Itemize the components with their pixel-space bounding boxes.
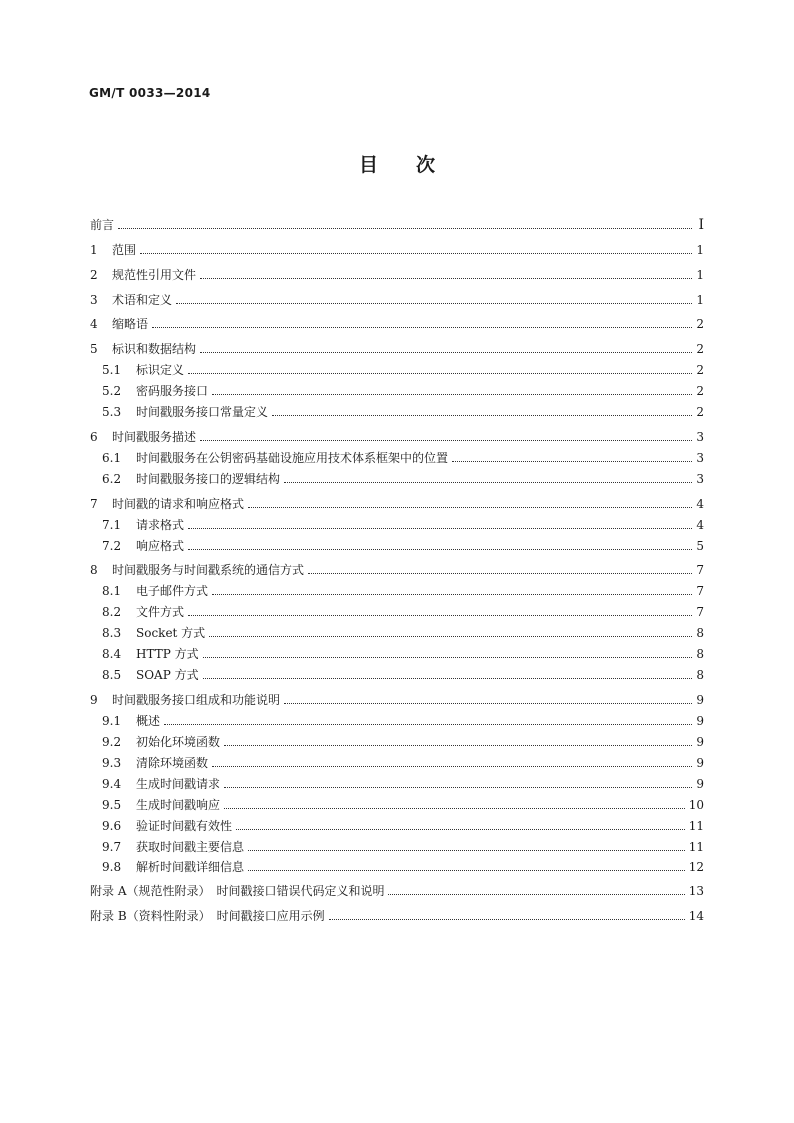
dot-leader [248, 842, 685, 851]
toc-subentry[interactable] [102, 380, 704, 401]
toc-entry-number: 8.5 [102, 668, 122, 682]
toc-entry-title: 时间戳服务接口常量定义 [136, 405, 269, 419]
toc-entry-title: HTTP 方式 [136, 647, 199, 661]
toc-subentry[interactable] [102, 815, 704, 836]
dot-leader [284, 695, 692, 704]
toc-entry-number: 9.7 [102, 840, 122, 854]
toc-entry-number: 9.6 [102, 819, 122, 833]
toc-subentry[interactable] [102, 580, 704, 601]
toc-entry-number: 5.1 [102, 363, 122, 377]
dot-leader [188, 541, 692, 550]
toc-entry-page: 2 [696, 316, 704, 331]
toc-subentry[interactable] [102, 752, 704, 773]
dot-leader [140, 245, 692, 254]
dot-leader [224, 779, 692, 788]
toc-entry-page: 2 [696, 383, 704, 398]
dot-leader [452, 453, 692, 462]
dot-leader [200, 344, 692, 353]
toc-entry-number: 8.4 [102, 647, 122, 661]
dot-leader [188, 607, 692, 616]
toc-entry-page: 2 [696, 362, 704, 377]
toc-entry-page: Ⅰ [698, 216, 704, 233]
toc-entry-page: 7 [696, 583, 704, 598]
toc-subentry[interactable] [102, 601, 704, 622]
toc-subentry[interactable] [102, 447, 704, 468]
toc-subentry[interactable] [102, 643, 704, 664]
toc-entry-title: 时间戳服务在公钥密码基础设施应用技术体系框架中的位置 [136, 451, 449, 465]
toc-entry[interactable] [90, 338, 704, 359]
dot-leader [188, 365, 692, 374]
toc-entry-title: 范围 [112, 243, 137, 257]
toc-entry-number: 7 [90, 497, 98, 511]
toc-entry-number: 7.1 [102, 518, 122, 532]
toc-entry-number: 9.3 [102, 756, 122, 770]
toc-entry-page: 12 [688, 859, 704, 874]
toc-entry-page: 11 [688, 839, 704, 854]
toc-entry-page: 8 [696, 646, 704, 661]
toc-entry-page: 8 [696, 667, 704, 682]
toc-entry-page: 13 [688, 883, 704, 898]
toc-entry-number: 8 [90, 563, 98, 577]
dot-leader [209, 628, 692, 637]
toc-entry-title: 验证时间戳有效性 [136, 819, 233, 833]
toc-entry-title: 响应格式 [136, 539, 185, 553]
toc-subentry[interactable] [102, 710, 704, 731]
dot-leader [272, 407, 692, 416]
toc-entry-page: 1 [696, 242, 704, 257]
toc-entry-page: 2 [696, 341, 704, 356]
toc-entry-number: 3 [90, 293, 98, 307]
toc-entry[interactable] [90, 313, 704, 334]
toc-entry-title: 时间戳的请求和响应格式 [112, 497, 245, 511]
toc-entry-page: 11 [688, 818, 704, 833]
toc-entry-page: 7 [696, 562, 704, 577]
toc-entry-number: 5 [90, 342, 98, 356]
dot-leader [329, 911, 685, 920]
toc-entry-title: 术语和定义 [112, 293, 173, 307]
toc-entry[interactable] [90, 426, 704, 447]
toc-entry-page: 3 [696, 429, 704, 444]
toc-entry-title: 清除环境函数 [136, 756, 209, 770]
toc-entry-page: 1 [696, 292, 704, 307]
toc-entry-title: 时间戳服务接口的逻辑结构 [136, 472, 281, 486]
dot-leader [308, 565, 692, 574]
toc-subentry[interactable] [102, 401, 704, 422]
dot-leader [176, 295, 692, 304]
toc-entry-title: 附录 A（规范性附录） 时间戳接口错误代码定义和说明 [90, 884, 385, 898]
toc-entry-title: 密码服务接口 [136, 384, 209, 398]
toc-entry-title: 时间戳服务与时间戳系统的通信方式 [112, 563, 305, 577]
dot-leader [248, 499, 692, 508]
toc-entry-title: 概述 [136, 714, 161, 728]
dot-leader [152, 319, 692, 328]
dot-leader [200, 432, 692, 441]
toc-entry-number: 8.2 [102, 605, 122, 619]
toc-entry-title: 时间戳服务描述 [112, 430, 197, 444]
page-title: 目 次 [358, 154, 435, 176]
toc-entry-number: 6 [90, 430, 98, 444]
dot-leader [203, 649, 692, 658]
toc-entry-title: 标识定义 [136, 363, 185, 377]
toc-entry-title: 初始化环境函数 [136, 735, 221, 749]
dot-leader [212, 758, 692, 767]
toc-subentry[interactable] [102, 514, 704, 535]
toc-entry-page: 8 [696, 625, 704, 640]
toc-entry-page: 9 [696, 755, 704, 770]
toc-subentry[interactable] [102, 731, 704, 752]
toc-entry-page: 4 [696, 517, 704, 532]
toc-entry-number: 1 [90, 243, 98, 257]
toc-entry-title: 电子邮件方式 [136, 584, 209, 598]
toc-entry-title: SOAP 方式 [136, 668, 199, 682]
dot-leader [203, 670, 692, 679]
toc-entry-number: 8.3 [102, 626, 122, 640]
toc-entry-page: 3 [696, 471, 704, 486]
toc-subentry[interactable] [102, 664, 704, 685]
toc-subentry[interactable] [102, 468, 704, 489]
toc-entry-number: 9.5 [102, 798, 122, 812]
toc-entry-title: 生成时间戳响应 [136, 798, 221, 812]
toc-entry-title: 请求格式 [136, 518, 185, 532]
toc-entry-page: 5 [696, 538, 704, 553]
dot-leader [188, 520, 692, 529]
dot-leader [200, 270, 692, 279]
toc-entry-page: 14 [688, 908, 704, 923]
dot-leader [224, 800, 685, 809]
toc-entry-number: 9.2 [102, 735, 122, 749]
toc-entry-page: 9 [696, 692, 704, 707]
toc-entry-number: 2 [90, 268, 98, 282]
toc-entry-page: 1 [696, 267, 704, 282]
toc-entry-title: 解析时间戳详细信息 [136, 860, 245, 874]
toc-entry[interactable] [90, 289, 704, 310]
toc-entry-number: 8.1 [102, 584, 122, 598]
toc-entry-number: 7.2 [102, 539, 122, 553]
toc-entry[interactable] [90, 214, 704, 235]
toc-entry-appendix-a[interactable] [90, 880, 704, 901]
toc-entry-page: 4 [696, 496, 704, 511]
dot-leader [224, 737, 692, 746]
toc-entry-number: 5.3 [102, 405, 122, 419]
toc-entry-appendix-b[interactable] [90, 905, 704, 926]
toc-entry-title: 规范性引用文件 [112, 268, 197, 282]
toc-entry[interactable] [90, 689, 704, 710]
toc-entry[interactable] [90, 493, 704, 514]
toc-entry-page: 9 [696, 776, 704, 791]
toc-subentry[interactable] [102, 535, 704, 556]
standard-code: GM/T 0033—2014 [89, 86, 211, 100]
toc-entry-number: 5.2 [102, 384, 122, 398]
toc-entry-page: 9 [696, 713, 704, 728]
toc-entry[interactable] [90, 559, 704, 580]
toc-entry-title: 标识和数据结构 [112, 342, 197, 356]
toc-entry-title: 缩略语 [112, 317, 149, 331]
dot-leader [284, 474, 692, 483]
toc-entry-title: 前言 [90, 218, 115, 232]
toc-entry-title: 获取时间戳主要信息 [136, 840, 245, 854]
toc-entry-page: 2 [696, 404, 704, 419]
toc-entry-number: 4 [90, 317, 98, 331]
toc-entry-page: 9 [696, 734, 704, 749]
toc-subentry[interactable] [102, 773, 704, 794]
toc-subentry[interactable] [102, 794, 704, 815]
toc-entry-page: 7 [696, 604, 704, 619]
toc-entry-number: 9 [90, 693, 98, 707]
toc-entry-number: 6.1 [102, 451, 122, 465]
toc-entry[interactable] [90, 264, 704, 285]
toc-entry-title: 附录 B（资料性附录） 时间戳接口应用示例 [90, 909, 325, 923]
toc-entry-number: 6.2 [102, 472, 122, 486]
toc-entry-title: Socket 方式 [136, 626, 206, 640]
toc-entry-page: 10 [688, 797, 704, 812]
toc-entry-title: 生成时间戳请求 [136, 777, 221, 791]
dot-leader [236, 821, 685, 830]
dot-leader [118, 220, 692, 229]
toc-entry-title: 文件方式 [136, 605, 185, 619]
toc-subentry[interactable] [102, 622, 704, 643]
toc-entry-number: 9.4 [102, 777, 122, 791]
toc-subentry[interactable] [102, 856, 704, 877]
dot-leader [248, 862, 685, 871]
dot-leader [388, 886, 684, 895]
toc-entry-number: 9.8 [102, 860, 122, 874]
toc-entry-number: 9.1 [102, 714, 122, 728]
toc-subentry[interactable] [102, 359, 704, 380]
toc-entry-page: 3 [696, 450, 704, 465]
dot-leader [212, 386, 692, 395]
dot-leader [164, 716, 692, 725]
toc-entry[interactable] [90, 239, 704, 260]
toc-subentry[interactable] [102, 836, 704, 857]
toc-entry-title: 时间戳服务接口组成和功能说明 [112, 693, 281, 707]
dot-leader [212, 586, 692, 595]
